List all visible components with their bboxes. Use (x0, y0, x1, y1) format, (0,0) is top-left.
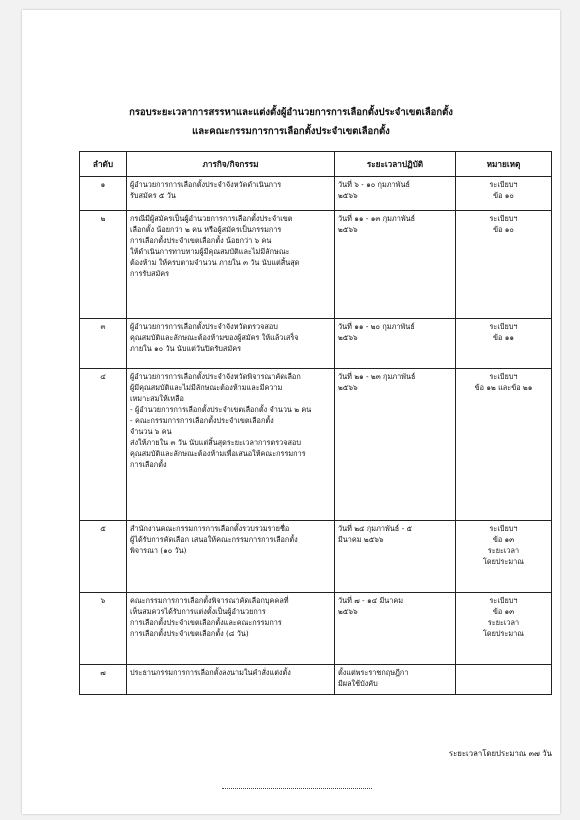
activity-line: ภายใน ๑๐ วัน นับแต่วันปิดรับสมัคร (130, 344, 241, 353)
cell-activity (127, 319, 335, 369)
row-number: ๒ (80, 211, 127, 319)
timeline-table (79, 151, 552, 695)
table-body (80, 177, 552, 695)
remark-line: ระเบียบฯ (489, 214, 518, 223)
header-remark: หมายเหตุ (456, 152, 552, 177)
activity-line: ผู้อำนวยการการเลือกตั้งประจำจังหวัดพิจารณาคัดเลือก (130, 372, 301, 381)
period-line: วันที่ ๒๑ - ๒๓ กุมภาพันธ์ (338, 372, 416, 381)
table-row (80, 211, 552, 319)
document-page (22, 10, 560, 814)
cell-period (335, 369, 456, 521)
activity-line: คุณสมบัติและลักษณะต้องห้ามของผู้สมัคร ให้แล้วเสร็จ (130, 333, 299, 342)
activity-line: เห็นสมควรได้รับการแต่งตั้งเป็นผู้อำนวยการ (130, 607, 266, 616)
remark-line: ระเบียบฯ (489, 180, 518, 189)
cell-activity (127, 369, 335, 521)
period-line: ๒๕๖๖ (338, 383, 358, 392)
row-number: ๓ (80, 319, 127, 369)
remark-line: ข้อ ๑๓ (492, 607, 515, 616)
activity-line: ประธานกรรมการการเลือกตั้งลงนามในคำสั่งแต่งตั้ง (130, 668, 291, 677)
activity-line: ผู้อำนวยการการเลือกตั้งประจำจังหวัดตรวจสอบ (130, 322, 278, 331)
row-number: ๔ (80, 369, 127, 521)
cell-period (335, 593, 456, 665)
period-line: มีนาคม ๒๕๖๖ (338, 535, 384, 544)
activity-line: รับสมัคร ๕ วัน (130, 191, 176, 200)
activity-line: เลือกตั้ง น้อยกว่า ๒ คน หรือผู้สมัครเป็นกรรมการ (130, 225, 282, 234)
header-period: ระยะเวลาปฏิบัติ (335, 152, 456, 177)
activity-line: ต้องห้าม ให้ครบตามจำนวน ภายใน ๓ วัน นับแต่สิ้นสุด (130, 258, 300, 267)
activity-line: การเลือกตั้งประจำเขตเลือกตั้ง น้อยกว่า ๖ คน (130, 236, 272, 245)
remark-line: ข้อ ๑๒ และข้อ ๒๑ (474, 383, 533, 392)
activity-line: ผู้อำนวยการการเลือกตั้งประจำจังหวัดดำเนินการ (130, 180, 282, 189)
remark-line: ข้อ ๑๐ (493, 191, 514, 200)
activity-line: จำนวน ๖ คน (130, 427, 172, 436)
period-line: ๒๕๖๖ (338, 191, 358, 200)
period-line: วันที่ ๑๑ - ๒๐ กุมภาพันธ์ (338, 322, 415, 331)
cell-period (335, 665, 456, 695)
activity-line: คณะกรรมการการเลือกตั้งพิจารณาคัดเลือกบุคคลที่ (130, 596, 289, 605)
row-number: ๖ (80, 593, 127, 665)
remark-line: ข้อ ๑๑ (493, 333, 514, 342)
period-line: วันที่ ๗ - ๑๔ มีนาคม (338, 596, 404, 605)
activity-line: พิจารณา (๑๐ วัน) (130, 546, 187, 555)
activity-line: คุณสมบัติและลักษณะต้องห้ามเพื่อเสนอให้คณะกรรมการ (130, 449, 306, 458)
period-line: ๒๕๖๖ (338, 333, 358, 342)
cell-activity (127, 177, 335, 211)
activity-line: ส่งให้ภายใน ๓ วัน นับแต่สิ้นสุดระยะเวลาการตรวจสอบ (130, 438, 301, 447)
remark-line: โดยประมาณ (482, 629, 525, 638)
remark-line: ระเบียบฯ (489, 372, 518, 381)
activity-line: การเลือกตั้ง (130, 460, 167, 469)
row-number: ๑ (80, 177, 127, 211)
cell-activity (127, 593, 335, 665)
period-line: ๒๕๖๖ (338, 607, 358, 616)
activity-line: ผู้มีคุณสมบัติและไม่มีลักษณะต้องห้ามและมีความ (130, 383, 283, 392)
table-row (80, 369, 552, 521)
cell-activity (127, 521, 335, 593)
row-number: ๕ (80, 521, 127, 593)
cell-period (335, 211, 456, 319)
activity-line: - ผู้อำนวยการการเลือกตั้งประจำเขตเลือกตั้ง จำนวน ๒ คน (130, 405, 312, 414)
activity-line: สำนักงานคณะกรรมการการเลือกตั้งรวบรวมรายชื่อ (130, 524, 290, 533)
remark-line: ระเบียบฯ (489, 596, 518, 605)
activity-line: เหมาะสมให้เหลือ (130, 394, 184, 403)
document-title: กรอบระยะเวลาการสรรหาและแต่งตั้งผู้อำนวยการการเลือกตั้งประจำเขตเลือกตั้ง (129, 107, 453, 118)
period-line: ตั้งแต่พระราชกฤษฎีกา (338, 668, 409, 677)
period-line: วันที่ ๑๑ - ๑๓ กุมภาพันธ์ (338, 214, 416, 223)
cell-remark (456, 211, 552, 319)
cell-remark (456, 319, 552, 369)
cell-period (335, 319, 456, 369)
activity-line: การรับสมัคร (130, 269, 170, 278)
table-header-row (80, 152, 552, 177)
row-number: ๗ (80, 665, 127, 695)
cell-remark (456, 665, 552, 695)
activity-line: ให้ดำเนินการทาบทามผู้มีคุณสมบัติและไม่มีลักษณะ (130, 247, 290, 256)
cell-period (335, 521, 456, 593)
cell-period (335, 177, 456, 211)
period-line: วันที่ ๒๔ กุมภาพันธ์ - ๕ (338, 524, 413, 533)
remark-line: ระเบียบฯ (489, 524, 518, 533)
activity-line: การเลือกตั้งประจำเขตเลือกตั้ง (๘ วัน) (130, 629, 249, 638)
remark-line: โดยประมาณ (482, 557, 525, 566)
remark-line: ข้อ ๑๐ (493, 225, 514, 234)
remark-line: ระเบียบฯ (489, 322, 518, 331)
remark-line: ข้อ ๑๓ (492, 535, 515, 544)
remark-line: ระยะเวลา (487, 546, 520, 555)
cell-activity (127, 665, 335, 695)
table-row (80, 593, 552, 665)
period-line: ๒๕๖๖ (338, 225, 358, 234)
period-line: มีผลใช้บังคับ (338, 679, 378, 688)
total-duration-note: ระยะเวลาโดยประมาณ ๓๗ วัน (448, 749, 552, 758)
document-subtitle: และคณะกรรมการการเลือกตั้งประจำเขตเลือกตั้ง (192, 126, 390, 137)
activity-line: ผู้ได้รับการคัดเลือก เสนอให้คณะกรรมการการเลือกตั้ง (130, 535, 298, 544)
table-row (80, 665, 552, 695)
table-row (80, 177, 552, 211)
cell-remark (456, 593, 552, 665)
header-no: ลำดับ (80, 152, 127, 177)
period-line: วันที่ ๖ - ๑๐ กุมภาพันธ์ (338, 180, 410, 189)
header-activity: ภารกิจ/กิจกรรม (127, 152, 335, 177)
cell-remark (456, 369, 552, 521)
cell-remark (456, 521, 552, 593)
cell-activity (127, 211, 335, 319)
table-row (80, 521, 552, 593)
activity-line: การเลือกตั้งประจำเขตเลือกตั้งและคณะกรรมการ (130, 618, 282, 627)
activity-line: กรณีมีผู้สมัครเป็นผู้อำนวยการการเลือกตั้งประจำเขต (130, 214, 293, 223)
activity-line: - คณะกรรมการการเลือกตั้งประจำเขตเลือกตั้ง (130, 416, 274, 425)
cell-remark (456, 177, 552, 211)
signature-dotted-line (222, 788, 372, 789)
table-row (80, 319, 552, 369)
remark-line: ระยะเวลา (487, 618, 520, 627)
